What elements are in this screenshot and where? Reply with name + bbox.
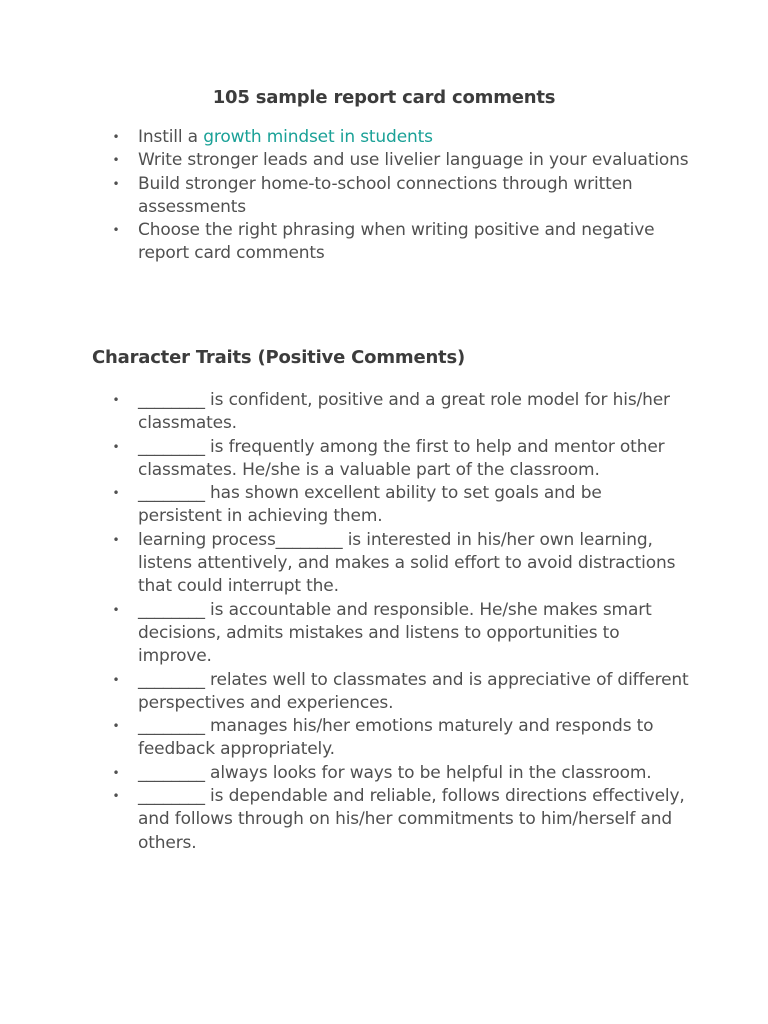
- list-item: [110, 126, 690, 149]
- document-title: 105 sample report card comments: [212, 87, 556, 108]
- comment-text: ________ is confident, positive and a great role model for his/her classmates.: [138, 390, 670, 434]
- bullet-icon: •: [112, 719, 120, 734]
- bullet-icon: •: [112, 486, 120, 501]
- comment-text: ________ has shown excellent ability to set goals and be persistent in achieving them.: [138, 483, 602, 527]
- section-heading: Character Traits (Positive Comments): [92, 347, 466, 368]
- comment-text: ________ is accountable and responsible. He/she makes smart decisions, admits mistakes and listens to opportunities to improve.: [138, 599, 652, 667]
- bullet-icon: •: [112, 176, 120, 191]
- bullet-icon: •: [112, 789, 120, 804]
- comment-text: ________ is dependable and reliable, follows directions effectively, and follows through on his/her commitments to him/herself and others.: [138, 786, 685, 853]
- bullet-icon: •: [112, 130, 120, 144]
- bullet-icon: •: [112, 223, 120, 238]
- bullet-icon: •: [112, 672, 120, 687]
- comment-text: ________ relates well to classmates and is appreciative of different perspectives and experiences.: [138, 669, 689, 713]
- list-item: [110, 219, 690, 266]
- bullet-icon: •: [112, 765, 120, 780]
- bullet-icon: •: [112, 153, 120, 168]
- comment-text: ________ always looks for ways to be helpful in the classroom.: [138, 762, 652, 783]
- bullet-icon: •: [112, 439, 120, 454]
- bullet-icon: •: [112, 602, 120, 617]
- list-item-text: Build stronger home-to-school connections through written assessments: [138, 173, 633, 217]
- list-item: [110, 149, 690, 172]
- list-item-text: Write stronger leads and use livelier language in your evaluations: [138, 150, 689, 171]
- list-item-text: Instill a: [138, 127, 204, 147]
- list-item: [110, 599, 690, 669]
- list-item: [110, 173, 690, 220]
- trait-comments-list: [110, 389, 690, 855]
- list-item: [110, 762, 690, 785]
- list-item: [110, 669, 690, 716]
- comment-text: ________ is frequently among the first to help and mentor other classmates. He/she is a valuable part of the classroom.: [138, 436, 665, 480]
- bullet-icon: •: [112, 393, 120, 407]
- list-item: [110, 715, 690, 762]
- growth-mindset-link[interactable]: growth mindset in students: [203, 127, 433, 147]
- comment-text: ________ manages his/her emotions maturely and responds to feedback appropriately.: [138, 716, 654, 760]
- bullet-icon: •: [112, 532, 120, 547]
- list-item: [110, 785, 690, 855]
- intro-bullet-list: [110, 126, 690, 266]
- list-item: [110, 436, 690, 483]
- comment-text: learning process________ is interested in his/her own learning, listens attentively, and makes a solid effort to avoid distractions that could interrupt the.: [138, 529, 676, 597]
- list-item-text: Choose the right phrasing when writing positive and negative report card comments: [138, 220, 655, 264]
- list-item: [110, 482, 690, 529]
- list-item: [110, 529, 690, 599]
- list-item: [110, 389, 690, 436]
